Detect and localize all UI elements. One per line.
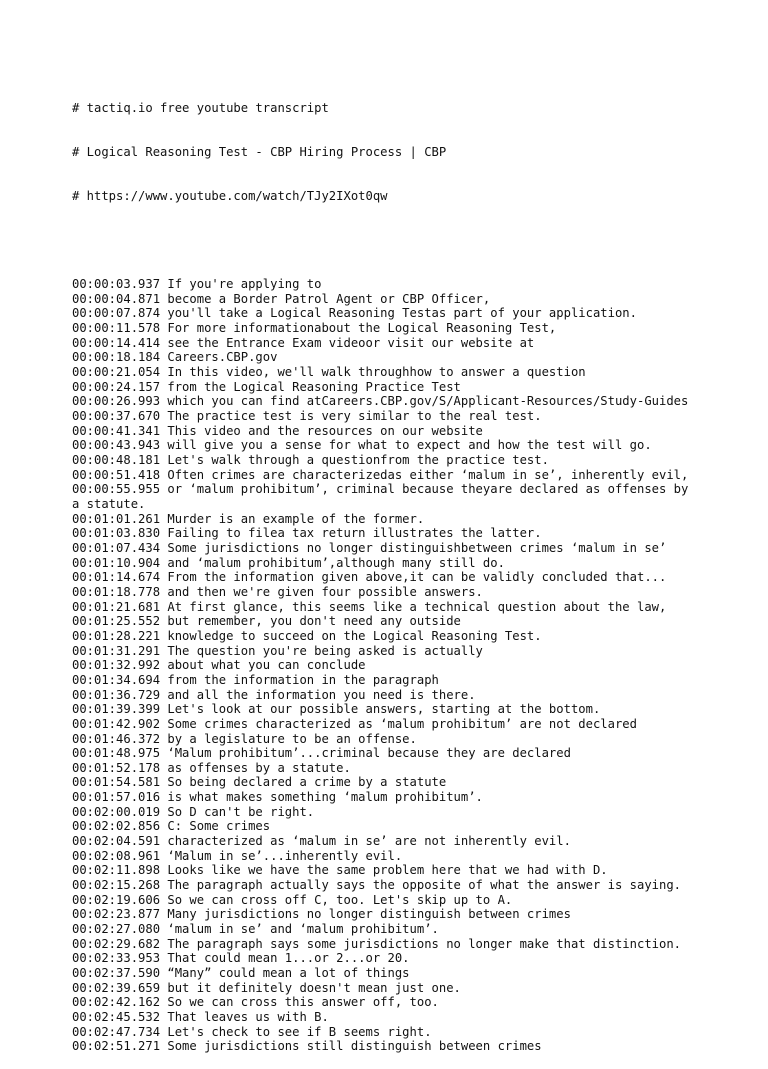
- transcript-line: 00:01:39.399 Let's look at our possible answers, starting at the bottom.: [72, 702, 601, 717]
- transcript-line: 00:00:24.157 from the Logical Reasoning Practice Test: [72, 379, 461, 394]
- transcript-line: 00:01:01.261 Murder is an example of the former.: [72, 511, 425, 526]
- transcript-line: 00:01:07.434 Some jurisdictions no longer distinguishbetween crimes ‘malum in se’: [72, 540, 667, 555]
- spacer: [72, 233, 702, 248]
- transcript-line: 00:00:26.993 which you can find atCareers.CBP.gov/S/Applicant-Resources/Study-Guides: [72, 394, 689, 409]
- transcript-line: 00:01:31.291 The question you're being asked is actually: [72, 643, 483, 658]
- transcript-line: 00:00:07.874 you'll take a Logical Reasoning Testas part of your application.: [72, 306, 637, 321]
- transcript-line: 00:00:18.184 Careers.CBP.gov: [72, 350, 278, 365]
- transcript-line: 00:00:04.871 become a Border Patrol Agent or CBP Officer,: [72, 291, 491, 306]
- transcript-line: 00:01:34.694 from the information in the paragraph: [72, 672, 439, 687]
- transcript-line: 00:00:55.955 or ‘malum prohibitum’, criminal because theyare declared as offenses by a statute.: [72, 482, 696, 512]
- transcript-line: 00:02:02.856 C: Some crimes: [72, 819, 271, 834]
- transcript-line: 00:02:11.898 Looks like we have the same problem here that we had with D.: [72, 863, 608, 878]
- header-title: # Logical Reasoning Test - CBP Hiring Process | CBP: [72, 145, 447, 160]
- transcript-line: 00:02:19.606 So we can cross off C, too. Let's skip up to A.: [72, 892, 513, 907]
- transcript-line: 00:00:43.943 will give you a sense for what to expect and how the test will go.: [72, 438, 652, 453]
- transcript-line: 00:02:08.961 ‘Malum in se’...inherently evil.: [72, 848, 403, 863]
- transcript-line: 00:01:14.674 From the information given above,it can be validly concluded that...: [72, 570, 667, 585]
- transcript-line: 00:02:42.162 So we can cross this answer off, too.: [72, 995, 439, 1010]
- transcript-line: 00:00:41.341 This video and the resources on our website: [72, 423, 483, 438]
- transcript-line: 00:00:03.937 If you're applying to: [72, 277, 322, 292]
- transcript-line: 00:01:25.552 but remember, you don't need any outside: [72, 614, 461, 629]
- transcript-line: 00:01:52.178 as offenses by a statute.: [72, 760, 351, 775]
- transcript-line: 00:01:10.904 and ‘malum prohibitum’,although many still do.: [72, 555, 505, 570]
- transcript-line: 00:01:32.992 about what you can conclude: [72, 658, 366, 673]
- transcript-line: 00:02:37.590 “Many” could mean a lot of things: [72, 966, 410, 981]
- transcript-line: 00:01:36.729 and all the information you need is there.: [72, 687, 476, 702]
- transcript-line: 00:01:28.221 knowledge to succeed on the Logical Reasoning Test.: [72, 628, 542, 643]
- header-source: # tactiq.io free youtube transcript: [72, 101, 329, 116]
- transcript-line: 00:01:48.975 ‘Malum prohibitum’...criminal because they are declared: [72, 746, 571, 761]
- transcript-lines: [72, 277, 702, 1054]
- transcript-line: 00:02:45.532 That leaves us with B.: [72, 1009, 329, 1024]
- transcript-line: 00:01:18.778 and then we're given four possible answers.: [72, 584, 483, 599]
- transcript-line: 00:01:03.830 Failing to filea tax return illustrates the latter.: [72, 526, 542, 541]
- transcript-line: 00:02:15.268 The paragraph actually says the opposite of what the answer is saying.: [72, 878, 682, 893]
- transcript-line: 00:02:23.877 Many jurisdictions no longer distinguish between crimes: [72, 907, 571, 922]
- transcript-line: 00:02:47.734 Let's check to see if B seems right.: [72, 1024, 432, 1039]
- transcript-line: 00:01:46.372 by a legislature to be an offense.: [72, 731, 417, 746]
- transcript-line: 00:02:27.080 ‘malum in se’ and ‘malum prohibitum’.: [72, 922, 439, 937]
- transcript-line: 00:00:37.670 The practice test is very similar to the real test.: [72, 409, 542, 424]
- transcript-line: 00:02:00.019 So D can't be right.: [72, 804, 315, 819]
- transcript-line: 00:02:39.659 but it definitely doesn't mean just one.: [72, 980, 461, 995]
- transcript-line: 00:02:04.591 characterized as ‘malum in se’ are not inherently evil.: [72, 834, 571, 849]
- transcript-line: 00:00:48.181 Let's walk through a questionfrom the practice test.: [72, 453, 549, 468]
- transcript-line: 00:00:14.414 see the Entrance Exam videoor visit our website at: [72, 335, 535, 350]
- transcript-line: 00:02:51.271 Some jurisdictions still distinguish between crimes: [72, 1039, 542, 1054]
- transcript-line: 00:00:11.578 For more informationabout the Logical Reasoning Test,: [72, 321, 557, 336]
- transcript-line: 00:02:29.682 The paragraph says some jurisdictions no longer make that distinction.: [72, 936, 682, 951]
- header-url: # https://www.youtube.com/watch/TJy2IXot0qw: [72, 189, 388, 204]
- transcript-line: 00:02:33.953 That could mean 1...or 2...or 20.: [72, 951, 410, 966]
- transcript-line: 00:00:21.054 In this video, we'll walk throughhow to answer a question: [72, 365, 586, 380]
- transcript-line: 00:01:54.581 So being declared a crime by a statute: [72, 775, 447, 790]
- transcript-line: 00:00:51.418 Often crimes are characterizedas either ‘malum in se’, inherently evil,: [72, 467, 689, 482]
- transcript-line: 00:01:57.016 is what makes something ‘malum prohibitum’.: [72, 790, 483, 805]
- transcript-line: 00:01:21.681 At first glance, this seems like a technical question about the law,: [72, 599, 667, 614]
- transcript-document: [72, 72, 702, 1069]
- transcript-line: 00:01:42.902 Some crimes characterized as ‘malum prohibitum’ are not declared: [72, 716, 637, 731]
